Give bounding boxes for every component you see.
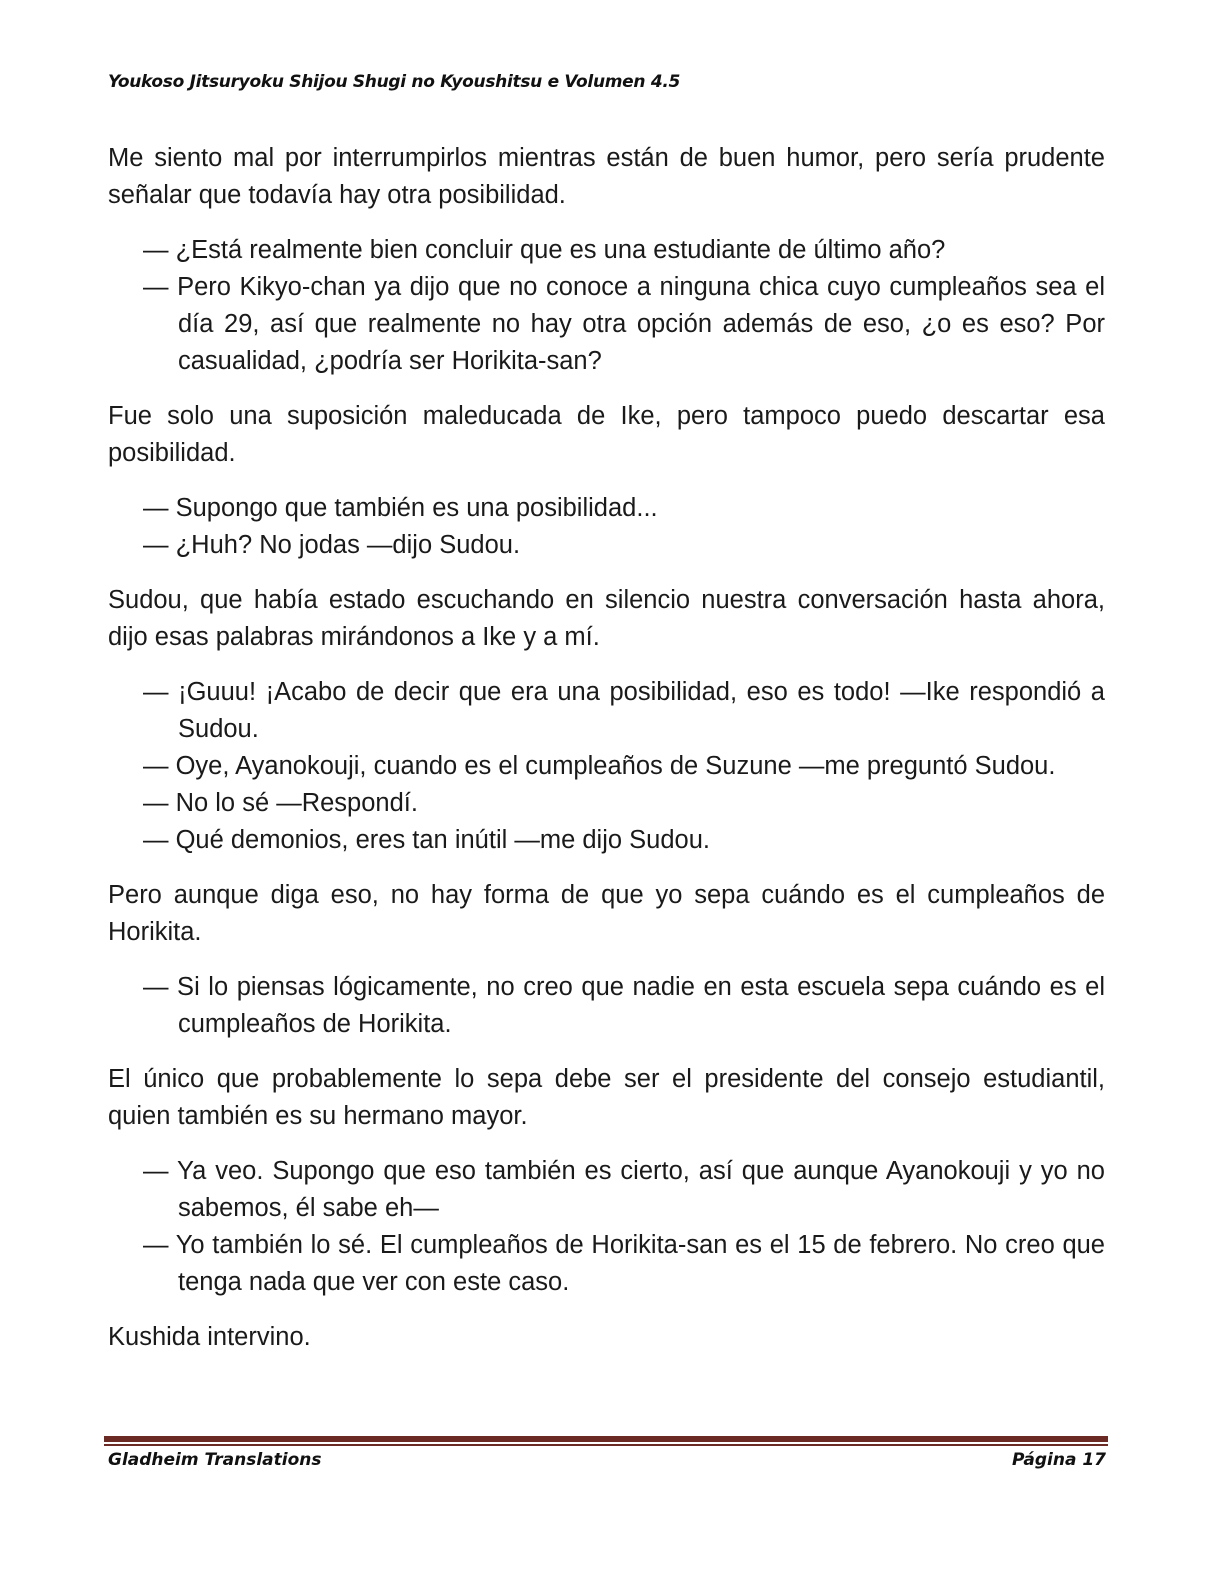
dialogue-line: — Supongo que también es una posibilidad... <box>143 494 658 522</box>
dialogue-group <box>108 674 1105 859</box>
dialogue-line: — ¿Está realmente bien concluir que es una estudiante de último año? <box>143 236 946 264</box>
page-body <box>108 140 1105 1374</box>
paragraph: Sudou, que había estado escuchando en silencio nuestra conversación hasta ahora, dijo esas palabras mirándonos a Ike y a mí. <box>108 586 1105 651</box>
dialogue-line: — Si lo piensas lógicamente, no creo que nadie en esta escuela sepa cuándo es el cumpleaños de Horikita. <box>143 973 1105 1038</box>
dialogue-line: — Qué demonios, eres tan inútil —me dijo Sudou. <box>143 826 710 854</box>
dialogue-group <box>108 1153 1105 1301</box>
dialogue-line: — ¡Guuu! ¡Acabo de decir que era una posibilidad, eso es todo! —Ike respondió a Sudou. <box>143 678 1105 743</box>
paragraph: Kushida intervino. <box>108 1323 311 1351</box>
dialogue-line: — Ya veo. Supongo que eso también es cierto, así que aunque Ayanokouji y yo no sabemos, él sabe eh— <box>143 1157 1105 1222</box>
paragraph: Fue solo una suposición maleducada de Ike, pero tampoco puedo descartar esa posibilidad. <box>108 402 1105 467</box>
paragraph: Pero aunque diga eso, no hay forma de que yo sepa cuándo es el cumpleaños de Horikita. <box>108 881 1105 946</box>
dialogue-line: — No lo sé —Respondí. <box>143 789 418 817</box>
dialogue-group <box>108 232 1105 380</box>
footer-publisher: Gladheim Translations <box>108 1450 322 1470</box>
dialogue-line: — Yo también lo sé. El cumpleaños de Horikita-san es el 15 de febrero. No creo que tenga nada que ver con este caso. <box>143 1231 1105 1296</box>
running-header: Youkoso Jitsuryoku Shijou Shugi no Kyoushitsu e Volumen 4.5 <box>108 72 681 92</box>
dialogue-group <box>108 490 1105 564</box>
footer-rule-thick <box>104 1436 1108 1442</box>
footer-rule-thin <box>104 1444 1108 1446</box>
paragraph: El único que probablemente lo sepa debe ser el presidente del consejo estudiantil, quien también es su hermano mayor. <box>108 1065 1105 1130</box>
dialogue-line: — Pero Kikyo-chan ya dijo que no conoce a ninguna chica cuyo cumpleaños sea el día 29, así que realmente no hay otra opción además de eso, ¿o es eso? Por casualidad, ¿podría ser Horikita-san? <box>143 273 1105 375</box>
dialogue-group <box>108 969 1105 1043</box>
dialogue-line: — ¿Huh? No jodas —dijo Sudou. <box>143 531 521 559</box>
paragraph: Me siento mal por interrumpirlos mientras están de buen humor, pero sería prudente señalar que todavía hay otra posibilidad. <box>108 144 1105 209</box>
dialogue-line: — Oye, Ayanokouji, cuando es el cumpleaños de Suzune —me preguntó Sudou. <box>143 752 1056 780</box>
page-number: Página 17 <box>1012 1450 1106 1470</box>
